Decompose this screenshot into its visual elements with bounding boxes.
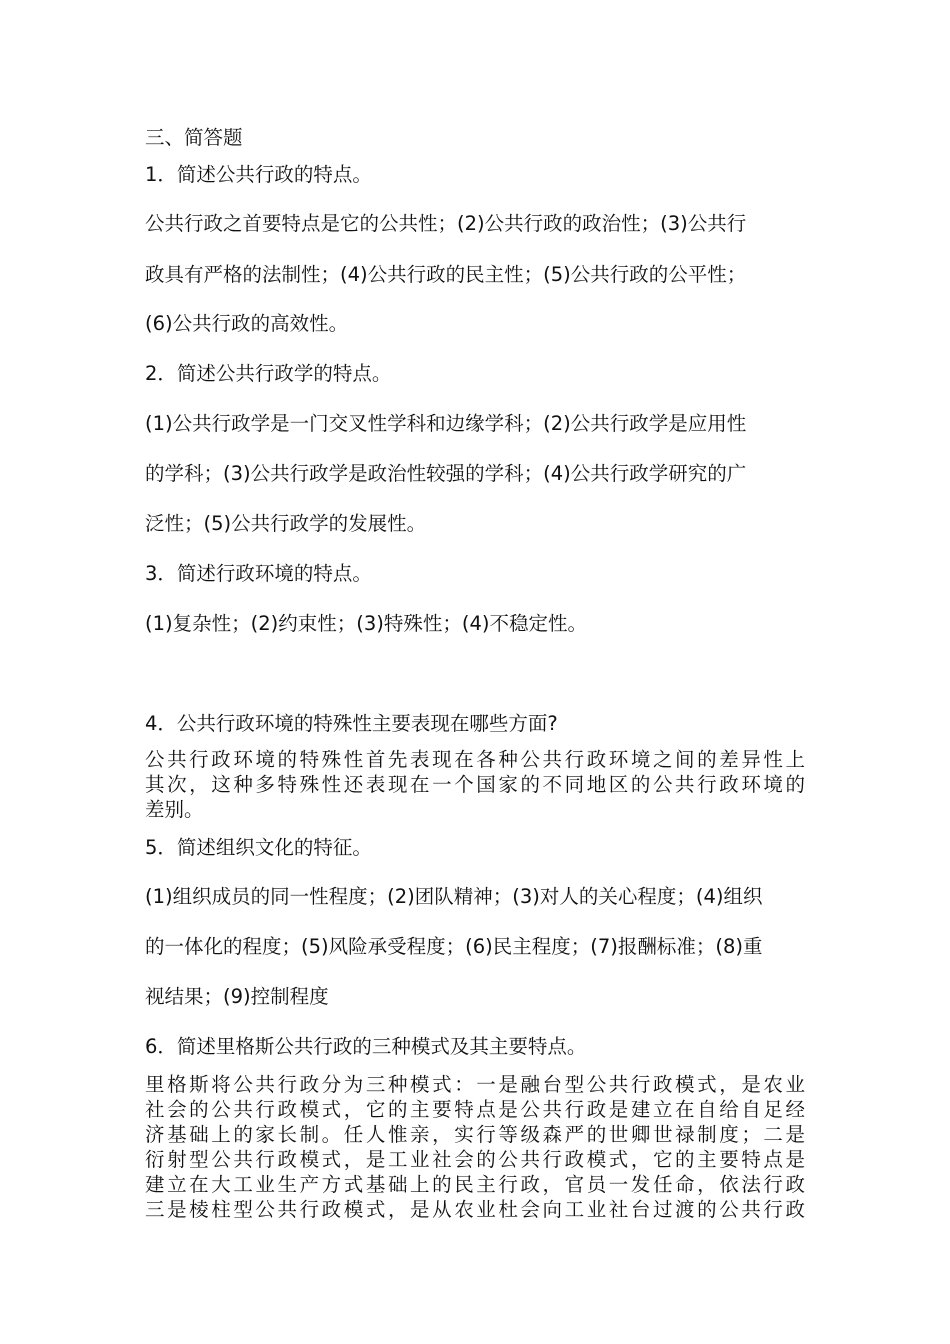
answer-5-line-3: 视结果；(9)控制程度	[145, 985, 329, 1008]
answer-4-line-2: 其次，这种多特殊性还表现在一个国家的不同地区的公共行政环境的	[145, 773, 805, 796]
question-1: 1．简述公共行政的特点。	[145, 163, 372, 186]
answer-4-line-3: 差别。	[145, 798, 204, 821]
answer-6-line-6: 三是棱柱型公共行政模式，是从农业杜会向工业社台过渡的公共行政	[145, 1198, 805, 1221]
answer-1-line-1: 公共行政之首要特点是它的公共性；(2)公共行政的政治性；(3)公共行	[145, 212, 747, 235]
question-3: 3．简述行政环境的特点。	[145, 562, 372, 585]
answer-3-line-1: (1)复杂性；(2)约束性；(3)特殊性；(4)不稳定性。	[145, 612, 587, 635]
question-4: 4．公共行政环境的特殊性主要表现在哪些方面?	[145, 712, 558, 735]
answer-5-line-1: (1)组织成员的同一性程度；(2)团队精神；(3)对人的关心程度；(4)组织	[145, 885, 763, 908]
section-heading: 三、简答题	[145, 126, 243, 149]
question-6: 6．简述里格斯公共行政的三种模式及其主要特点。	[145, 1035, 587, 1058]
answer-1-line-2: 政具有严格的法制性；(4)公共行政的民主性；(5)公共行政的公平性；	[145, 263, 747, 286]
question-5: 5．简述组织文化的特征。	[145, 836, 372, 859]
answer-1-line-3: (6)公共行政的高效性。	[145, 312, 349, 335]
answer-4-line-1: 公共行政环境的特殊性首先表现在各种公共行政环境之间的差异性上	[145, 748, 805, 771]
answer-2-line-2: 的学科；(3)公共行政学是政治性较强的学科；(4)公共行政学研究的广	[145, 462, 747, 485]
answer-5-line-2: 的一体化的程度；(5)风险承受程度；(6)民主程度；(7)报酬标准；(8)重	[145, 935, 763, 958]
answer-6-line-2: 社会的公共行政模式，它的主要特点是公共行政是建立在自给自足经	[145, 1098, 805, 1121]
answer-2-line-1: (1)公共行政学是一门交叉性学科和边缘学科；(2)公共行政学是应用性	[145, 412, 747, 435]
answer-6-line-1: 里格斯将公共行政分为三种模式：一是融台型公共行政模式，是农业	[145, 1073, 805, 1096]
answer-2-line-3: 泛性；(5)公共行政学的发展性。	[145, 512, 427, 535]
answer-6-line-4: 衍射型公共行政模式，是工业社会的公共行政模式，它的主要特点是	[145, 1148, 805, 1171]
answer-6-line-5: 建立在大工业生产方式基础上的民主行政，官员一发任命，依法行政	[145, 1173, 805, 1196]
question-2: 2．简述公共行政学的特点。	[145, 362, 392, 385]
answer-6-line-3: 济基础上的家长制。任人惟亲，实行等级森严的世卿世禄制度；二是	[145, 1123, 805, 1146]
